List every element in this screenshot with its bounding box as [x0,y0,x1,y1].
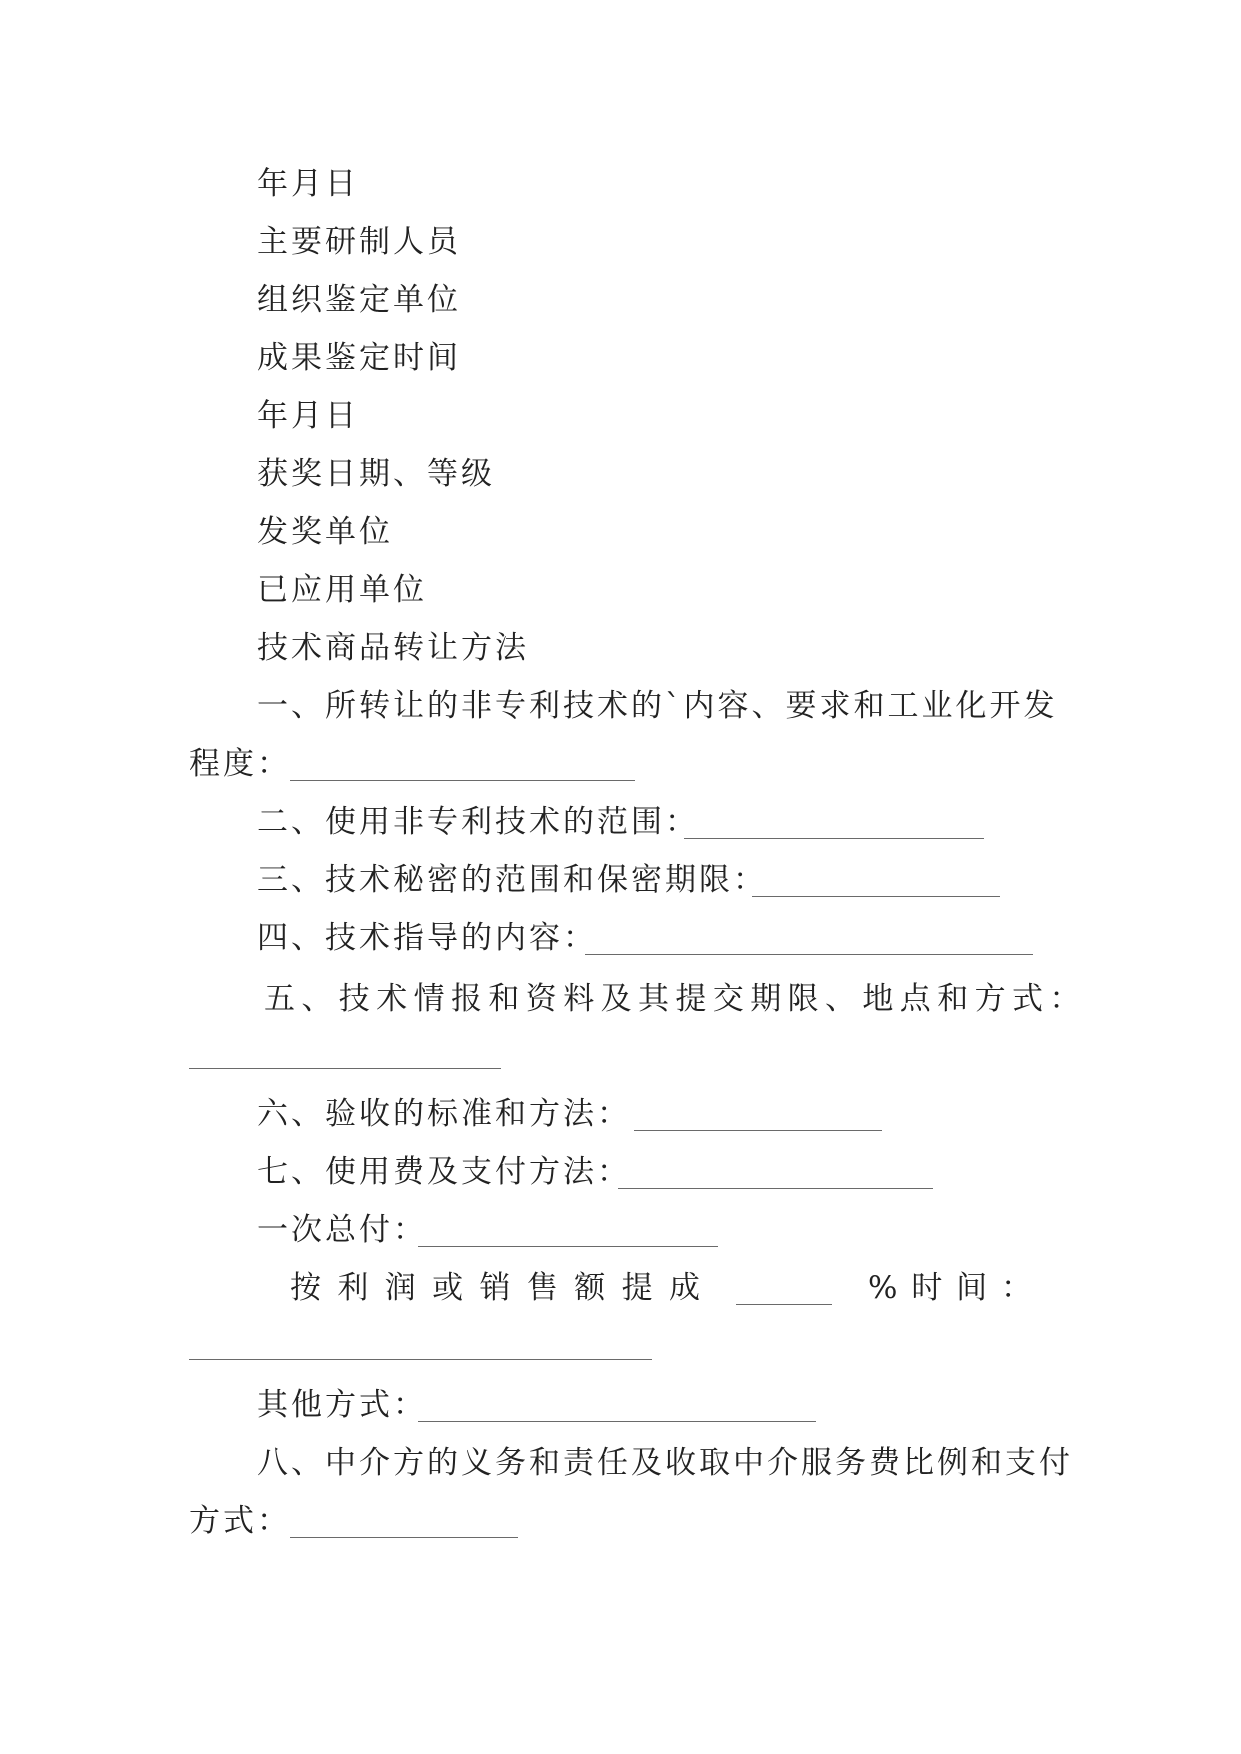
clause-1-line-1: 一、所转让的非专利技术的`内容、要求和工业化开发 [257,688,1058,724]
award-date-level-label: 获奖日期、等级 [257,456,495,492]
clause-7-blank [618,1188,933,1189]
royalty-line-left [290,1268,700,1308]
royalty-char: 额 [574,1270,606,1306]
applied-unit-label: 已应用单位 [257,572,427,608]
transfer-method-heading: 技术商品转让方法 [257,630,529,666]
clause-1-blank [290,780,635,781]
main-developers-label: 主要研制人员 [257,224,461,260]
royalty-percent-blank [736,1304,832,1305]
clause-7-label: 七、使用费及支付方法： [257,1154,631,1190]
clause-2-label: 二、使用非专利技术的范围： [257,804,699,840]
clause-8-blank [290,1537,518,1538]
royalty-char: 按 [290,1270,321,1306]
royalty-line-right [868,1268,1032,1308]
appraisal-time-label: 成果鉴定时间 [257,340,461,376]
royalty-char: 利 [337,1270,369,1306]
clause-6-blank [634,1130,882,1131]
royalty-char: 销 [479,1270,511,1306]
clause-5-blank [189,1068,501,1069]
lump-sum-blank [418,1246,718,1247]
clause-4-label: 四、技术指导的内容： [257,920,597,956]
royalty-char: 售 [526,1270,558,1306]
award-unit-label: 发奖单位 [257,514,393,550]
lump-sum-label: 一次总付： [257,1212,427,1248]
clause-6-label: 六、验收的标准和方法： [257,1096,631,1132]
royalty-char: 提 [621,1270,653,1306]
clause-1-line-2: 程度： [189,746,291,782]
royalty-time-blank [189,1359,652,1360]
royalty-char: 或 [432,1270,464,1306]
royalty-char: 润 [384,1270,416,1306]
date-line-2: 年月日 [257,398,359,434]
clause-3-label: 三、技术秘密的范围和保密期限： [257,862,767,898]
royalty-char: 间 [956,1270,988,1306]
other-method-label: 其他方式： [257,1387,427,1423]
clause-8-line-2: 方式： [189,1503,291,1539]
date-line-1: 年月日 [257,166,359,202]
royalty-char: 时 [911,1270,943,1306]
royalty-char: 成 [669,1270,700,1306]
clause-5-label: 五、技术情报和资料及其提交期限、地点和方式： [264,981,1087,1017]
royalty-percent-sign: % [868,1270,898,1306]
other-method-blank [418,1421,816,1422]
clause-8-line-1: 八、中介方的义务和责任及收取中介服务费比例和支付 [257,1445,1073,1481]
clause-2-blank [684,838,984,839]
clause-4-blank [585,954,1033,955]
clause-3-blank [752,896,1000,897]
appraisal-org-label: 组织鉴定单位 [257,282,461,318]
royalty-char: ： [1001,1270,1032,1306]
